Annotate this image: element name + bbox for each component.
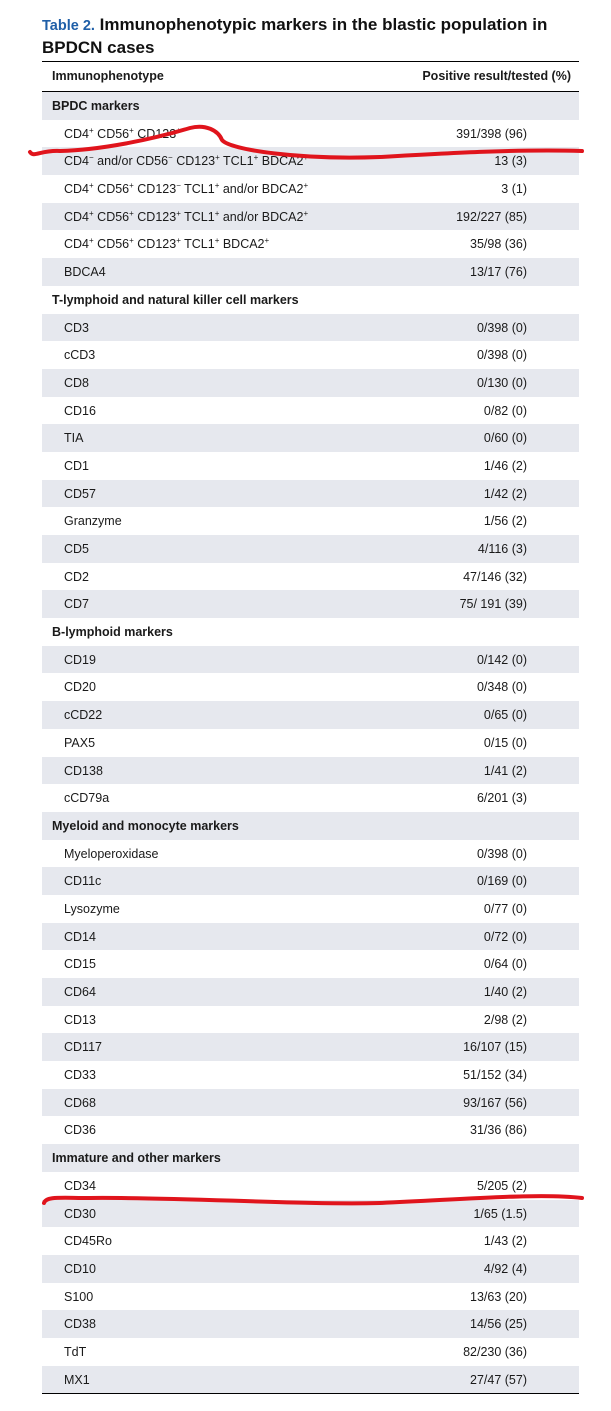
table-row [42, 563, 579, 591]
marker-cell: CD10 [64, 1261, 96, 1276]
marker-cell: Lysozyme [64, 901, 120, 916]
table-row [42, 1089, 579, 1117]
marker-cell: CD20 [64, 680, 96, 695]
result-cell: 51/152 (34) [463, 1068, 527, 1083]
section-header-row [42, 286, 579, 314]
marker-cell: CD4+ CD56+ CD123+ TCL1+ BDCA2+ [64, 236, 270, 252]
table-row [42, 784, 579, 812]
table-row [42, 673, 579, 701]
table-row [42, 203, 579, 231]
marker-cell: PAX5 [64, 735, 96, 750]
column-header-result: Positive result/tested (%) [422, 69, 571, 83]
table-row [42, 895, 579, 923]
section-header-row [42, 812, 579, 840]
result-cell: 14/56 (25) [470, 1317, 527, 1332]
result-cell: 0/82 (0) [483, 403, 527, 418]
marker-cell: CD4+ CD56+ CD123− TCL1+ and/or BDCA2+ [64, 181, 309, 197]
result-cell: 0/64 (0) [483, 957, 527, 972]
marker-cell: TIA [64, 431, 84, 446]
result-cell: 0/60 (0) [483, 431, 527, 446]
result-cell: 0/130 (0) [476, 375, 527, 390]
table-row [42, 480, 579, 508]
result-cell: 93/167 (56) [463, 1095, 527, 1110]
table-row [42, 314, 579, 342]
table-row [42, 175, 579, 203]
marker-cell: CD34 [64, 1178, 96, 1193]
result-cell: 5/205 (2) [476, 1178, 527, 1193]
table-row [42, 397, 579, 425]
result-cell: 16/107 (15) [463, 1040, 527, 1055]
table-row [42, 867, 579, 895]
result-cell: 2/98 (2) [483, 1012, 527, 1027]
marker-cell: CD8 [64, 375, 90, 390]
result-cell: 192/227 (85) [456, 209, 527, 224]
result-cell: 13/63 (20) [470, 1289, 527, 1304]
marker-cell: cCD79a [64, 791, 110, 806]
marker-cell: CD45Ro [64, 1234, 112, 1249]
marker-cell: cCD22 [64, 708, 103, 723]
result-cell: 4/92 (4) [483, 1261, 527, 1276]
table-row [42, 369, 579, 397]
table-row [42, 1006, 579, 1034]
marker-cell: TdT [64, 1344, 87, 1359]
section-header-row [42, 618, 579, 646]
table-row [42, 258, 579, 286]
marker-cell: CD2 [64, 569, 90, 584]
section-header-row [42, 1144, 579, 1172]
result-cell: 391/398 (96) [456, 126, 527, 141]
marker-cell: CD1 [64, 458, 90, 473]
marker-cell: CD68 [64, 1095, 96, 1110]
table-row [42, 120, 579, 148]
table-row [42, 1061, 579, 1089]
section-title: B-lymphoid markers [52, 625, 173, 640]
result-cell: 3 (1) [501, 182, 527, 197]
marker-cell: CD4+ CD56+ CD123+ [64, 125, 181, 141]
result-cell: 1/56 (2) [483, 514, 527, 529]
table-row [42, 1116, 579, 1144]
marker-cell: Myeloperoxidase [64, 846, 159, 861]
result-cell: 1/46 (2) [483, 458, 527, 473]
marker-cell: CD4− and/or CD56− CD123+ TCL1+ BDCA2+ [64, 153, 309, 169]
table-row [42, 729, 579, 757]
marker-cell: CD3 [64, 320, 90, 335]
table-row [42, 341, 579, 369]
table-row [42, 1033, 579, 1061]
marker-cell: CD4+ CD56+ CD123+ TCL1+ and/or BDCA2+ [64, 208, 309, 224]
marker-cell: CD7 [64, 597, 90, 612]
table-row [42, 452, 579, 480]
result-cell: 6/201 (3) [476, 791, 527, 806]
result-cell: 0/169 (0) [476, 874, 527, 889]
table-row [42, 424, 579, 452]
section-title: BPDC markers [52, 99, 140, 113]
result-cell: 35/98 (36) [470, 237, 527, 252]
section-title: Myeloid and monocyte markers [52, 818, 239, 833]
result-cell: 27/47 (57) [470, 1372, 527, 1387]
result-cell: 1/40 (2) [483, 985, 527, 999]
marker-cell: CD138 [64, 763, 103, 778]
result-cell: 0/398 (0) [476, 846, 527, 861]
table-bottom-rule [42, 1393, 579, 1394]
marker-cell: CD64 [64, 985, 96, 999]
marker-cell: CD36 [64, 1123, 96, 1138]
table-row [42, 840, 579, 868]
marker-cell: CD38 [64, 1317, 96, 1332]
result-cell: 0/72 (0) [483, 929, 527, 944]
column-header-immunophenotype: Immunophenotype [52, 69, 164, 83]
result-cell: 0/398 (0) [476, 320, 527, 335]
result-cell: 82/230 (36) [463, 1344, 527, 1359]
result-cell: 0/398 (0) [476, 348, 527, 363]
result-cell: 47/146 (32) [463, 569, 527, 584]
result-cell: 0/65 (0) [483, 708, 527, 723]
result-cell: 0/77 (0) [483, 901, 527, 916]
table-row [42, 147, 579, 175]
marker-cell: cCD3 [64, 348, 96, 363]
table-row [42, 1283, 579, 1311]
result-cell: 31/36 (86) [470, 1123, 527, 1138]
marker-cell: CD33 [64, 1068, 96, 1083]
marker-cell: CD15 [64, 957, 96, 972]
table-row [42, 1200, 579, 1228]
table-row [42, 1172, 579, 1200]
marker-cell: S100 [64, 1289, 94, 1304]
marker-cell: CD11c [64, 874, 102, 889]
marker-cell: CD14 [64, 929, 96, 944]
marker-cell: MX1 [64, 1372, 90, 1387]
result-cell: 1/41 (2) [483, 763, 527, 778]
marker-cell: Granzyme [64, 514, 122, 529]
marker-cell: BDCA4 [64, 265, 106, 280]
table-title: Immunophenotypic markers in the blastic population in BPDCN cases [42, 15, 548, 57]
marker-cell: CD16 [64, 403, 96, 418]
marker-table [42, 61, 579, 1394]
table-row [42, 535, 579, 563]
table-header [42, 62, 579, 92]
table-row [42, 507, 579, 535]
result-cell: 75/ 191 (39) [459, 597, 527, 612]
table-row [42, 646, 579, 674]
table-row [42, 950, 579, 978]
marker-cell: CD5 [64, 542, 90, 556]
table-row [42, 978, 579, 1006]
result-cell: 0/15 (0) [483, 735, 527, 750]
table-row [42, 701, 579, 729]
result-cell: 4/116 (3) [477, 542, 527, 556]
result-cell: 1/43 (2) [483, 1234, 527, 1249]
table-row [42, 757, 579, 785]
table-row [42, 1366, 579, 1394]
table-row [42, 1310, 579, 1338]
table-row [42, 230, 579, 258]
result-cell: 1/42 (2) [483, 486, 527, 501]
marker-cell: CD19 [64, 652, 96, 667]
table-row [42, 1338, 579, 1366]
marker-cell: CD30 [64, 1206, 96, 1221]
result-cell: 13 (3) [494, 154, 527, 169]
table-label: Table 2. [42, 18, 95, 34]
result-cell: 0/142 (0) [476, 652, 527, 667]
result-cell: 0/348 (0) [476, 680, 527, 695]
section-header-row [42, 92, 579, 120]
table-body [42, 92, 579, 1393]
table-row [42, 590, 579, 618]
marker-cell: CD117 [64, 1040, 102, 1055]
section-title: Immature and other markers [52, 1151, 221, 1166]
marker-cell: CD13 [64, 1012, 96, 1027]
table-caption [42, 14, 602, 58]
section-title: T-lymphoid and natural killer cell markers [52, 292, 299, 307]
table-row [42, 1227, 579, 1255]
result-cell: 13/17 (76) [470, 265, 527, 280]
table-row [42, 1255, 579, 1283]
marker-cell: CD57 [64, 486, 96, 501]
result-cell: 1/65 (1.5) [473, 1206, 527, 1221]
table-row [42, 923, 579, 951]
